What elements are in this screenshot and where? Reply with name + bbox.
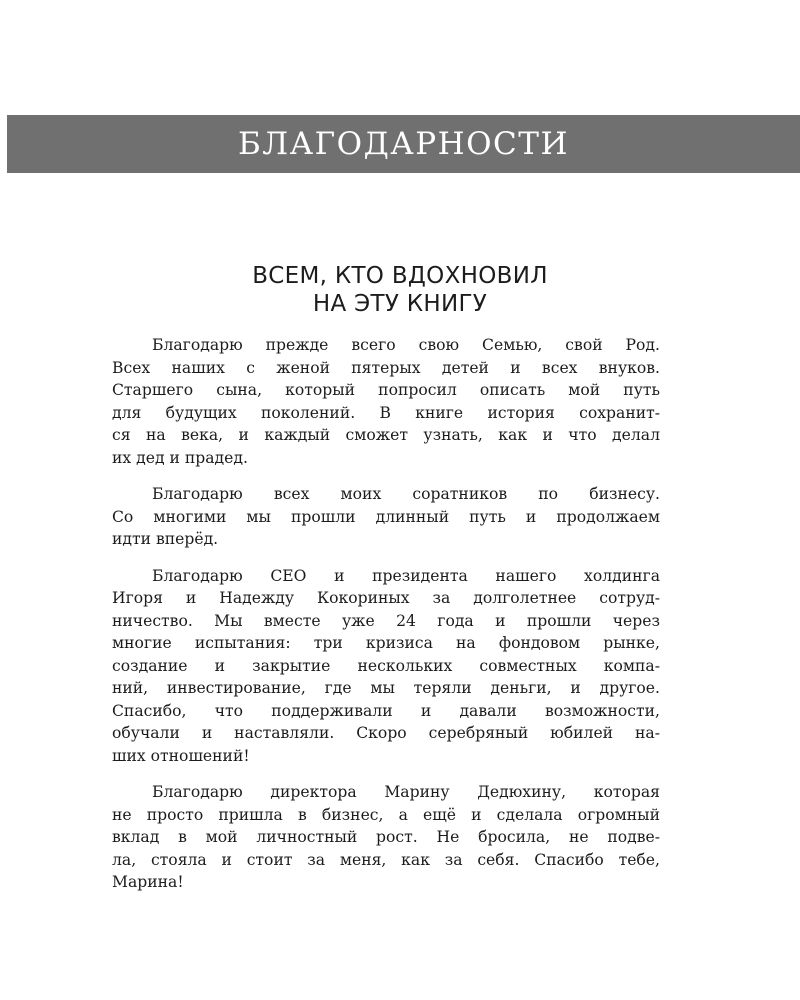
paragraph (112, 483, 660, 551)
paragraph-line: Со многими мы прошли длинный путь и продолжаем (112, 507, 660, 526)
paragraph (112, 565, 660, 768)
paragraph-line: Благодарю прежде всего свою Семью, свой Род. (152, 336, 660, 354)
paragraph (112, 781, 660, 894)
paragraph-line: ничество. Мы вместе уже 24 года и прошли через (112, 611, 660, 630)
paragraph-line: создание и закрытие нескольких совместных компа- (112, 656, 660, 675)
paragraph-line: обучали и наставляли. Скоро серебряный юбилей на- (112, 724, 660, 742)
paragraph-line: Спасибо, что поддерживали и давали возможности, (112, 701, 660, 720)
chapter-title: БЛАГОДАРНОСТИ (238, 126, 569, 162)
paragraph-line: многие испытания: три кризиса на фондовом рынке, (112, 634, 660, 652)
paragraph-line: вклад в мой личностный рост. Не бросила, не подве- (112, 828, 660, 846)
paragraph-line: Благодарю директора Марину Дедюхину, которая (152, 783, 660, 801)
section-heading-line-1: ВСЕМ, КТО ВДОХНОВИЛ (252, 263, 548, 289)
chapter-banner (7, 115, 800, 173)
paragraph-line: их дед и прадед. (112, 448, 248, 467)
paragraph-line: не просто пришла в бизнес, а ещё и сделала огромный (112, 805, 660, 824)
paragraph-line: Благодарю CEO и президента нашего холдинга (152, 566, 660, 585)
paragraph-line: ла, стояла и стоит за меня, как за себя. Спасибо тебе, (112, 850, 660, 869)
paragraph-line: Старшего сына, который попросил описать мой путь (112, 381, 660, 399)
paragraph (112, 334, 660, 469)
paragraph-line: Всех наших с женой пятерых детей и всех внуков. (112, 358, 660, 377)
paragraph-line: ших отношений! (112, 746, 250, 765)
paragraph-line: Марина! (112, 873, 184, 891)
paragraph-line: ний, инвестирование, где мы теряли деньги, и другое. (112, 679, 660, 697)
paragraph-line: Игоря и Надежду Кокориных за долголетнее сотруд- (112, 589, 660, 607)
section-heading-line-2: НА ЭТУ КНИГУ (312, 291, 488, 317)
section-heading (0, 262, 800, 318)
paragraph-line: для будущих поколений. В книге история сохранит- (112, 403, 660, 422)
paragraph-line: ся на века, и каждый сможет узнать, как и что делал (112, 426, 660, 444)
body-text (112, 334, 660, 908)
paragraph-line: идти вперёд. (112, 530, 219, 548)
paragraph-line: Благодарю всех моих соратников по бизнесу. (152, 485, 660, 503)
